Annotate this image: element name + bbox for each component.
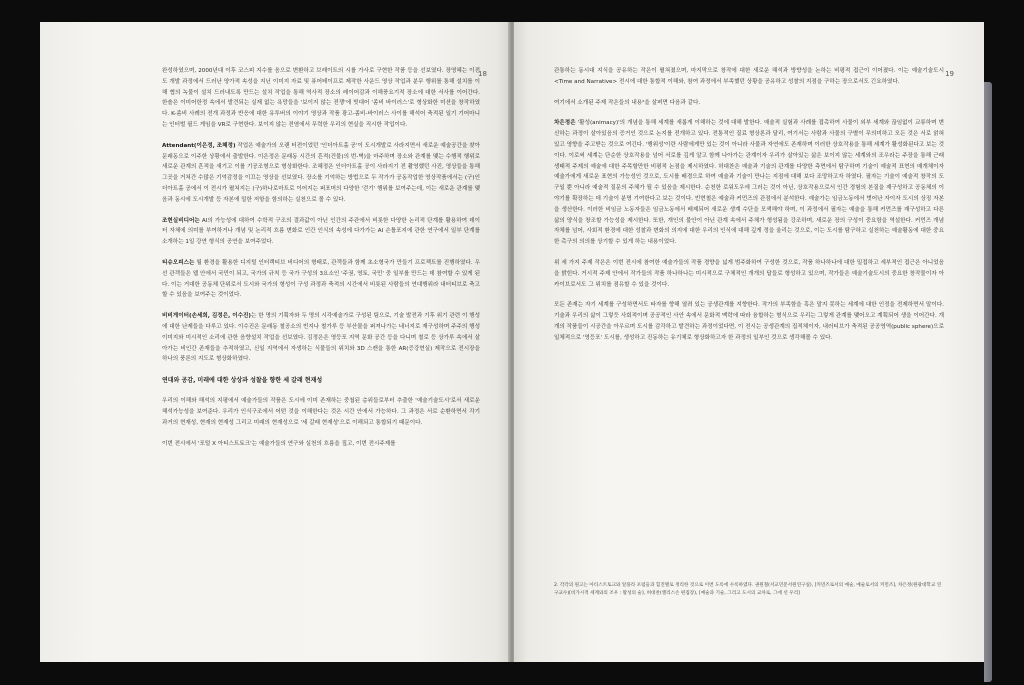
paragraph-text: 완성하였으며, 2000년대 이후 코스피 지수를 음으로 변환하고 브레이트의 시를 가사로 구현한 작품 등을 선보였다. 장영혜는 이전도 개발 과정에서 드러난 양가적 속성을 지닌 이미지 자료 및 퓨어테이프로 제작한 사운드 영상 작업과 분무 행위를 통해 설치를 이해 협의 녹물이 설치 드러내도록 만드는 설치 작업을 통해 역사적 장소의 레이어감과 이해풍요기적 장소에 대한 서사를 이어간다. 한솔은 이미어한정 속에서 발견되는 실제 없는 욕망들을 '보이지 않는 전쟁'에 빗대어 '좀비 바이러스'로 형상화한 미션을 창작하였다. K-좀비 사례의 전개 과정과 반응에 대한 유투버의 이야기 영상과 작품 광고-좀비-바이러스 사이를 해석어 축적된 일기 기어마니는 인터벌 필드 게임을 VR로 구현한다. 보이지 않는 전염에서 무력한 우리의 현실을 직시한 작업이다. <box>162 68 480 128</box>
paragraph <box>554 66 944 88</box>
paragraph-lead: 조현실비디어는 <box>162 217 200 224</box>
paragraph <box>162 216 480 248</box>
footnote: 2. 각각의 원고는 아티스트토크와 알플라 포럼들과 힐진별로 정리한 것으로 이번 도록에 수록하였다. 권원철(서교민문서원연구실), [커먼즈로서의 예술, 예술로서의 커먼즈], 차은정(원광대학교 연구교수)[비가시적 세계와의 조우 : 활성의 술], 허대찬(엘리스손 편집장), [예술과 기술, 그리고 도시의 교차로, 그에 선 우리] <box>554 583 942 597</box>
paragraph-lead: Attendant(이은정, 조혜정) <box>162 142 236 149</box>
section-heading: 연대와 공감, 미래에 대한 상상과 성찰을 향한 세 갈래 현재성 <box>162 377 323 385</box>
paragraph <box>554 300 944 343</box>
paragraph-text: 여기에서 소개된 주제 작은들의 내용²을 살펴면 다음과 같다. <box>554 99 701 106</box>
paragraph <box>554 98 944 109</box>
book-edge <box>984 82 992 682</box>
paragraph <box>162 141 480 206</box>
left-page <box>40 22 510 662</box>
paragraph-text: 우리의 이해와 해석의 지평에서 예술가들의 작품은 도시에 이미 존재하는 중첩된 층위들로부터 추출한 '예술기술도시'로서 새로운 해석가능성을 보여준다. 우리가 인식구조에서 어떤 것을 이해한다는 것은 시간 안에서 가능하다. 그 과정은 서로 순환하면서 각기 과거의 현재성, 현재의 현재성 그리고 미래의 현재성으로 '세 갈래 현재성'으로 이해되고 통합되기 때문이다. <box>162 398 480 426</box>
paragraph <box>554 118 944 248</box>
paragraph-lead: 비비게이터(손세희, 김정은, 이수진) <box>162 313 251 320</box>
paragraph-text: 위 세 가지 주제 작은은 이번 전시에 참여한 예술가들의 작품 경향을 넓게 범주화하여 구성한 것으로, 작품 하나하나에 대한 밀접하고 세부적인 접근은 아니었음을 밝힌다. 거시적 주제 안에서 작가들의 작품 하나하나는 미시적으로 구체적인 개개의 답들로 형성하고 있으며, 작가들은 예술기술도시의 중요한 창작물이자 아카이브로서도 그 위치를 점유할 수 있을 것이다. <box>554 259 944 288</box>
paragraph-lead: 차은정은 <box>554 120 576 127</box>
right-page-number: 19 <box>945 70 954 78</box>
paragraph-text: '활성(animacy)'의 개념을 통해 세계를 새롭게 이해하는 것에 대해 발한다. 예술적 실험과 사례를 접촉하여 사물이 외부 세계와 끊임없이 교류하며 변신하는 과정이 살아있음의 증거인 것으로 논지를 전개하고 있다. 전통적인 질료 형상론과 달리, 여기서는 사람과 사물의 구별이 무의미하고 모든 것은 서로 얽혀있고 영향을 주고받는 것으로 여긴다. '행위성'이란 사람에게만 있는 것이 아니라 사물과 자연에도 존재하며 이러한 상호작용을 통해 세계가 활성화된다고 보는 것이다. 이로써 세계는 단순한 상호작용을 넘어 서로를 깊게 알고 함께 나아가는 관계이자 우리가 살아있는 삶은 보이지 않는 세계와의 조우라는 주장을 통해 근래 생태적 주제의 예술에 대한 주목할만한 비평적 논점을 제시하였다. 허대찬은 예술과 기술의 관계를 다양한 측면에서 탐구하며 기술이 예술적 표현의 매개체이자 예술가에게 새로운 표현의 가능성인 것으로, 도시를 배경으로 하여 예술과 기술이 만나는 지점에 대해 보다 조망하고자 하였다. 필자는 기술이 예술적 창작의 도구일 뿐 아니라 예술적 질문의 주체가 될 수 있음을 제시한다. 순천한 로워도우에 그러는 것이 아닌, 상호작용으로서 인간 경험의 본질을 재구성하고 공동체의 이야기를 확장하는 데 기술이 분명 기여한다고 보는 것이다. 빈현철은 예술과 커먼즈의 관점에서 분석한다. 예술가는 임금노동에서 벗어난 자이자 도시의 상징 자본을 생산한다. 이러한 비임금 노동자들은 임금노동에서 배제되어 새로운 생계 수단을 모색해야 하며, 이 과정에서 필자는 예술을 통해 커먼즈를 재구성하고 다른 삶의 양식을 창조할 가능성을 제시한다. 또한, 개인의 불안이 아닌 관계 속에서 주체가 형성됨을 강조하며, 새로운 장의 구성이 중요함을 역설한다. 커먼즈 개념 자체를 넘어, 사회적 환경에 대한 성찰과 변화의 의지에 대한 우리의 인식에 대해 깊게 정을 울리는 것으로, 이는 도시를 탐구하고 실천하는 예술활동에 대한 중요한 촉구의 의의를 상기할 수 있게 하는 내용이었다. <box>554 120 944 246</box>
paragraph-text: AI의 가능성에 대하여 수학적 구조의 결과값이 아닌 인간의 주관에서 비롯한 다양한 논리적 단계를 활용하여 데이터 자체에 의미를 부여하거나 개념 및 논리적 흐름 변화로 인간 인식의 속성에 다가가는 AI 손틀포지에 관한 연구에서 일부 단계를 소개하는 1일 강연 형식의 공연을 보여주었다. <box>162 217 480 246</box>
paragraph <box>162 311 480 365</box>
paragraph-text: 관통하는 동시대 지식을 공유하는 작은이 펼쳐졌으며, 마지막으로 창작에 대한 새로운 해석과 방향성을 논하는 비평적 접근이 이어졌다. 이는 예술기술도시 <Time and Narrative> 전시에 대한 통합적 이해와, 참여 과정에서 부족했던 상황을 공유하고 성찰의 지점을 구하는 장으로서도 긴요하였다. <box>554 68 944 85</box>
right-page <box>514 22 984 662</box>
paragraph <box>162 258 480 301</box>
paragraph-lead: 티슈오피스는 <box>162 259 195 266</box>
paragraph <box>162 396 480 428</box>
left-page-number: 18 <box>478 70 487 78</box>
paragraph <box>162 66 480 131</box>
paragraph-text: 는 한 명의 기획자와 두 명의 시각예술가로 구성된 팀으로, 기술 발전과 기후 위기 관련 이 행성에 대한 난제들을 다루고 있다. 이수진은 문래동 철공소의 빈지나 철가루 등 부산물을 퍼져나가는 네너지로 재구성하며 주주의 행성 이미지와 미시적인 소리에 관한 음향설치 작업을 선보였다. 김정은은 영등포 지역 문화 공간 등을 다니며 철로 등 상가루 속에서 살아가는 비인간 존재들을 추적하였고, 신일 지역에서 자생하는 식물들의 위치와 3D 스캔을 통한 AR(증강현실) 제작으로 전시장을 하나의 풍론의 지도로 형상화하였다. <box>162 313 480 363</box>
paragraph <box>554 258 944 290</box>
right-page-body <box>554 66 944 344</box>
left-page-body <box>162 66 480 449</box>
paragraph <box>162 439 480 450</box>
paragraph-text: 이번 전시에서 '포털 X 아티스트토크'는 예술가들의 연구와 실천의 흐름을 짚고, 이번 전시주제를 <box>162 440 396 447</box>
open-book <box>40 22 984 662</box>
paragraph-text: 모든 존재는 자기 세계를 구성하면서도 타자를 향해 열려 있는 공생관계를 지향한다. 작가의 부족함을 혹은 말지 못하는 세계에 대한 인정을 전제하면서 말이다. 기술과 우리의 삶이 그렇듯 사회적이며 공공적인 사안 속에서 문화적 맥락에 따라 융합하는 형식으로 우리는 그렇게 관계를 맺어오고 계획되어 생을 이어간다. 개개의 작품들이 시공간을 아우르며 도시를 감각하고 발견하는 과정이었다면, 이 전시는 공생관계의 집적체이자, 내러티브가 축적된 공공영역(public sphere)으로 일체적으로 '영등포' 도시를, 생성하고 진동하는 유기체로 형상화하고자 한 과정의 일부인 것으로 생각해볼 수 있다. <box>554 302 944 341</box>
paragraph-text: 작업은 예술가의 오랜 터전이었던 '인더아트홀 공'이 도시개발로 사라지면서 새로운 예술공간을 찾아 문래동으로 이주한 상황에서 출발한다. 이은정은 문래동 시간의 흔적(건물)의 번-벽)을 마주하며 장소와 관계를 맺는 수행적 행위로 새로운 관계의 흔적을 새기고 이를 기공조형으로 형상화한다. 조혜정은 인더아트홀 공이 사라지기 전 촬영했던 사진, 영상들을 통해 그곳을 거쳐간 수많은 기억감정을 이끄는 영상을 선보였다. 장소를 기억하는 방법으로 두 작가가 공동작업한 영상작품에서는 (구)인더아트홀 공에서 이 전시가 펼쳐지는 (구)하나로마트로 이어지는 퍼포머의 다양한 '걷기' 행위를 보여주는데, 이는 새로운 관계를 맺음과 동시에 도시개발 등 자본에 밀한 저항을 함의하는 실천으로 볼 수 있다. <box>162 142 480 203</box>
paragraph-text: 월 환경을 활용한 디지털 인터랙티브 비디어의 형태로, 관객들과 함께 초소형국가 만들기 프로젝트를 진행하였다. 우선 관객들은 웹 안에서 국민이 되고, 국가의 규칙 등 국가 구성의 3요소인 '주권, 영토, 국민' 중 일부를 만드는 데 참여할 수 있게 된다. 이는 거대한 공동체 단위로서 도시와 국가의 형성이 구성 과정과 축적의 시간에서 비롯된 사람들의 연대행위라 내터티브로 축고할 수 있음을 보여주는 것이었다. <box>162 259 480 299</box>
